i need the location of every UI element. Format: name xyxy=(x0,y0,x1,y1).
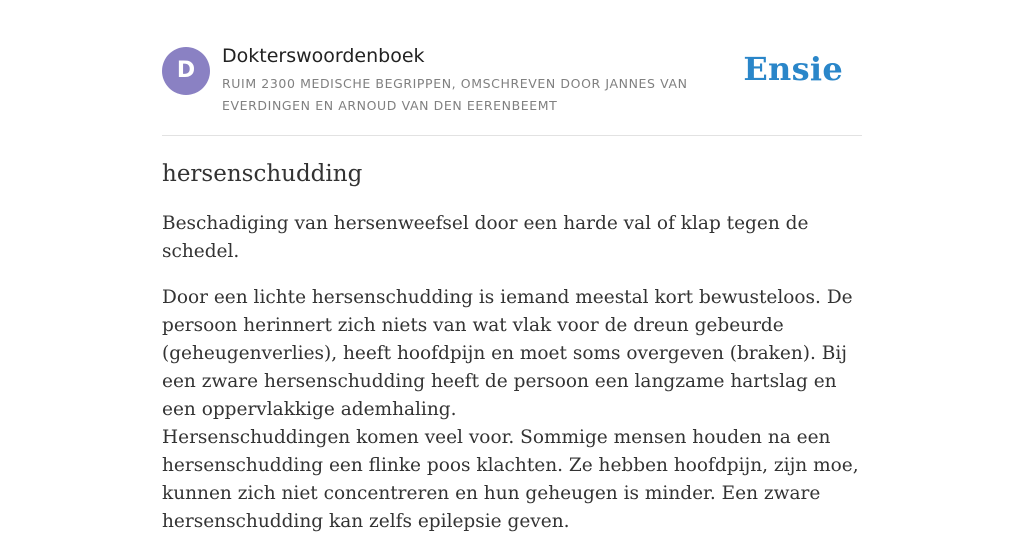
page-title: hersenschudding xyxy=(162,161,363,187)
body-paragraph-1: Door een lichte hersenschudding is iemand meestal kort bewusteloos. De persoon herinnert zich niets van wat vlak voor de dreun gebeurde (geheugenverlies), heeft hoofdpijn en moet soms overgeven (braken). Bij een zware hersenschudding heeft de persoon een langzame hartslag en een oppervlakkige ademhaling. xyxy=(162,287,853,420)
dictionary-header xyxy=(162,44,862,136)
ensie-logo-link[interactable]: Ensie xyxy=(743,50,843,88)
avatar[interactable]: D xyxy=(162,47,210,95)
dictionary-subtitle: RUIM 2300 MEDISCHE BEGRIPPEN, OMSCHREVEN DOOR JANNES VAN EVERDINGEN EN ARNOUD VAN DEN EERENBEEMT xyxy=(222,76,688,113)
definition-text: Beschadiging van hersenweefsel door een harde val of klap tegen de schedel. xyxy=(162,213,809,262)
entry-content xyxy=(162,158,866,554)
body-paragraph-2: Hersenschuddingen komen veel voor. Sommige mensen houden na een hersenschudding een flinke poos klachten. Ze hebben hoofdpijn, zijn moe, kunnen zich niet concentreren en hun geheugen is minder. Een zware hersenschudding kan zelfs epilepsie geven. xyxy=(162,427,859,532)
dictionary-title[interactable]: Dokterswoordenboek xyxy=(222,45,425,67)
